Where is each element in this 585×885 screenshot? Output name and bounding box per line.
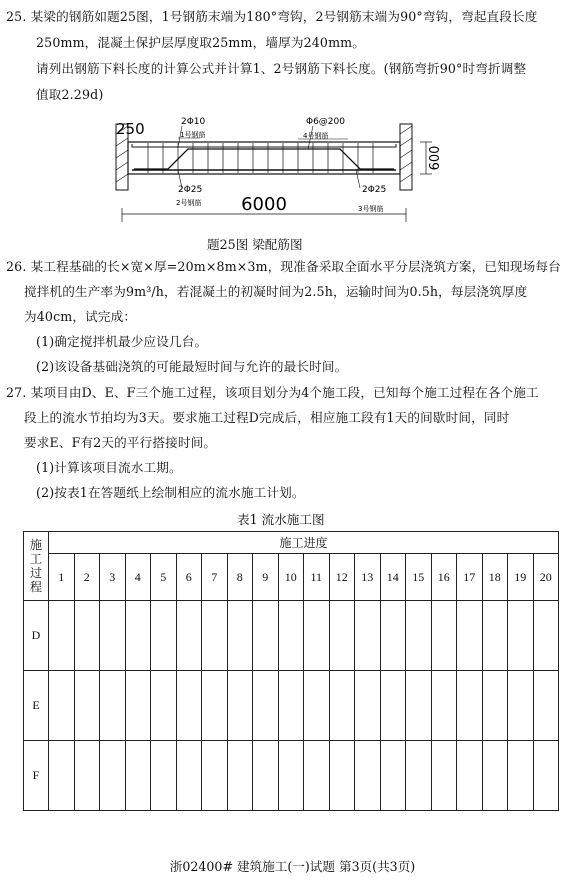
label-top-bar: 2Φ10 [181, 117, 206, 127]
beam-reinforcement-diagram [108, 112, 468, 227]
q26-sub-2: (2)该设备基础浇筑的可能最短时间与允许的最长时间。 [36, 359, 348, 374]
q26-line-1: 26. 某工程基础的长×宽×厚=20m×8m×3m，现准备采取全面水平分层浇筑方案，已知现场每台 [6, 259, 561, 274]
corner-char: 程 [29, 580, 42, 594]
label-stirrup: Φ6@200 [306, 117, 345, 127]
day-header: 17 [457, 554, 483, 601]
q27-line-3: 要求E、F有2天的平行搭接时间。 [24, 435, 217, 450]
day-header: 1 [49, 554, 75, 601]
label-span: 6000 [241, 194, 287, 215]
figure-caption: 题25图 梁配筋图 [207, 237, 303, 252]
page-footer: 浙02400# 建筑施工(一)试题 第3页(共3页) [169, 859, 416, 874]
flow-schedule-table [23, 531, 559, 811]
label-bar-2: 2号钢筋 [176, 199, 202, 207]
row-label-d: D [24, 601, 49, 671]
day-header: 14 [380, 554, 406, 601]
label-height: 600 [428, 145, 443, 171]
day-header: 7 [202, 554, 228, 601]
label-bottom-left: 2Φ25 [178, 185, 203, 195]
label-bottom-right: 2Φ25 [362, 185, 387, 195]
table-row [24, 741, 559, 811]
day-header: 12 [329, 554, 355, 601]
corner-char: 施 [29, 538, 42, 552]
row-label-f: F [24, 741, 49, 811]
day-header-row [24, 554, 559, 601]
day-header: 4 [125, 554, 151, 601]
day-header: 2 [74, 554, 100, 601]
q25-line-4: 值取2.29d) [36, 87, 104, 102]
table-title: 表1 流水施工图 [237, 512, 325, 527]
day-header: 3 [100, 554, 126, 601]
q26-line-2: 搅拌机的生产率为9m³/h，若混凝土的初凝时间为2.5h，运输时间为0.5h，每层浇筑厚度 [24, 284, 528, 299]
q25-line-3: 请列出钢筋下料长度的计算公式并计算1、2号钢筋下料长度。(钢筋弯折90°时弯折调整 [36, 61, 527, 76]
day-header: 11 [304, 554, 330, 601]
q27-line-1: 27. 某项目由D、E、F三个施工过程，该项目划分为4个施工段，已知每个施工过程在各个施工 [6, 385, 539, 400]
day-header: 9 [253, 554, 279, 601]
day-header: 5 [151, 554, 177, 601]
table-corner-cell [24, 532, 49, 601]
day-header: 19 [508, 554, 534, 601]
q27-line-2: 段上的流水节拍均为3天。要求施工过程D完成后，相应施工段有1天的间歇时间，同时 [24, 410, 510, 425]
day-header: 13 [355, 554, 381, 601]
label-bar-1: 1号钢筋 [180, 131, 206, 139]
q27-sub-2: (2)按表1在答题纸上绘制相应的流水施工计划。 [36, 485, 305, 500]
day-header: 8 [227, 554, 253, 601]
day-header: 18 [482, 554, 508, 601]
label-bar-4: 4号钢筋 [303, 132, 329, 140]
label-bar-3: 3号钢筋 [358, 205, 384, 213]
q26-line-3: 为40cm，试完成： [24, 309, 137, 324]
day-header: 6 [176, 554, 202, 601]
corner-char: 工 [29, 552, 42, 566]
q25-line-2: 250mm，混凝土保护层厚度取25mm，墙厚为240mm。 [36, 35, 366, 50]
q27-sub-1: (1)计算该项目流水工期。 [36, 460, 182, 475]
day-header: 10 [278, 554, 304, 601]
day-header: 16 [431, 554, 457, 601]
day-header: 20 [533, 554, 559, 601]
q26-sub-1: (1)确定搅拌机最少应设几台。 [36, 334, 208, 349]
row-label-e: E [24, 671, 49, 741]
q25-line-1: 25. 某梁的钢筋如题25图，1号钢筋末端为180°弯钩，2号钢筋末端为90°弯钩，弯起直段长度 [6, 9, 538, 24]
corner-char: 过 [29, 566, 42, 580]
day-header: 15 [406, 554, 432, 601]
table-row [24, 671, 559, 741]
progress-header: 施工进度 [49, 532, 559, 554]
table-row [24, 601, 559, 671]
label-250: 250 [116, 120, 145, 138]
